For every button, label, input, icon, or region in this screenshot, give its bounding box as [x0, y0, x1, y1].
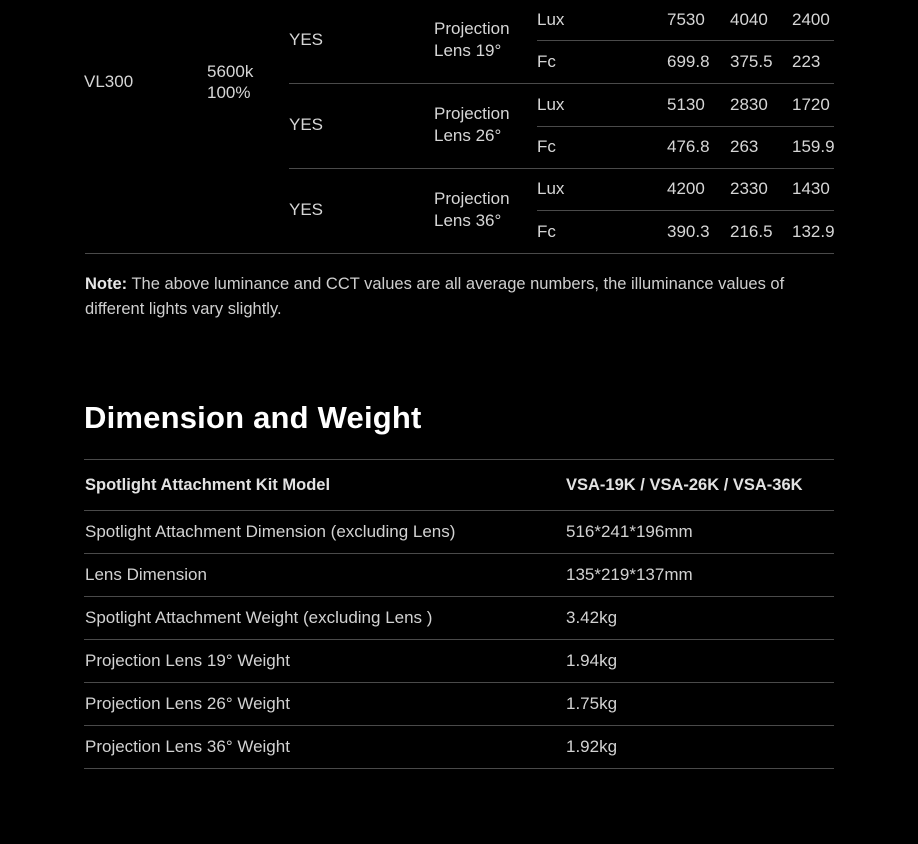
table-row [84, 683, 834, 725]
table-row [84, 640, 834, 682]
value-cell: 263 [730, 137, 759, 156]
group-divider [289, 83, 834, 84]
table-header-row [84, 460, 834, 510]
lens-cell-line2: Lens 19° [434, 41, 502, 60]
row-value: 1.75kg [566, 694, 618, 713]
value-cell: 7530 [667, 10, 705, 29]
cct-cell: 5600k [207, 62, 254, 81]
table-row [84, 726, 834, 768]
row-label: Projection Lens 19° Weight [85, 651, 290, 670]
value-cell: 1720 [792, 95, 830, 114]
row-label: Projection Lens 26° Weight [85, 694, 290, 713]
row-label: Lens Dimension [85, 565, 207, 584]
value-cell: 4040 [730, 10, 768, 29]
row-label: Spotlight Attachment Dimension (excluding Lens) [85, 522, 456, 541]
row-value: 516*241*196mm [566, 522, 693, 541]
lens-cell-line2: Lens 36° [434, 211, 502, 230]
unit-cell: Lux [537, 10, 565, 29]
row-divider [537, 210, 834, 211]
section-title: Dimension and Weight [84, 400, 422, 435]
unit-cell: Fc [537, 137, 556, 156]
row-label: Spotlight Attachment Weight (excluding Lens ) [85, 608, 433, 627]
row-value: 1.92kg [566, 737, 618, 756]
header-value: VSA-19K / VSA-26K / VSA-36K [566, 475, 803, 494]
output-cell: 100% [207, 83, 251, 102]
value-cell: 2400 [792, 10, 830, 29]
row-divider [537, 40, 834, 41]
value-cell: 223 [792, 52, 821, 71]
row-divider [537, 126, 834, 127]
row-value: 1.94kg [566, 651, 618, 670]
note-label: Note: [85, 275, 128, 293]
value-cell: 390.3 [667, 222, 710, 241]
table-row [84, 597, 834, 639]
group-divider [289, 168, 834, 169]
table-bottom-border [85, 253, 834, 254]
value-cell: 2330 [730, 179, 768, 198]
dimension-table [84, 459, 834, 769]
value-cell: 375.5 [730, 52, 773, 71]
header-label: Spotlight Attachment Kit Model [85, 475, 331, 494]
note-text: The above luminance and CCT values are all average numbers, the illuminance values of different lights vary slightly. [85, 275, 785, 318]
unit-cell: Fc [537, 222, 556, 241]
table-bottom-border [84, 768, 834, 769]
row-label: Projection Lens 36° Weight [85, 737, 290, 756]
value-cell: 2830 [730, 95, 768, 114]
value-cell: 476.8 [667, 137, 710, 156]
table-row [84, 554, 834, 596]
attachment-cell: YES [289, 30, 324, 49]
model-cell: VL300 [84, 72, 134, 91]
table-row [84, 511, 834, 553]
unit-cell: Lux [537, 95, 565, 114]
note-paragraph [85, 272, 825, 322]
lens-cell-line1: Projection [434, 19, 510, 38]
photometric-table [0, 0, 918, 254]
attachment-cell: YES [289, 200, 324, 219]
value-cell: 1430 [792, 179, 830, 198]
value-cell: 132.9 [792, 222, 835, 241]
unit-cell: Fc [537, 52, 556, 71]
lens-cell-line1: Projection [434, 189, 510, 208]
unit-cell: Lux [537, 179, 565, 198]
lens-cell-line1: Projection [434, 104, 510, 123]
lens-cell-line2: Lens 26° [434, 126, 502, 145]
value-cell: 5130 [667, 95, 705, 114]
row-value: 3.42kg [566, 608, 618, 627]
value-cell: 4200 [667, 179, 705, 198]
attachment-cell: YES [289, 115, 324, 134]
row-value: 135*219*137mm [566, 565, 693, 584]
value-cell: 216.5 [730, 222, 773, 241]
value-cell: 699.8 [667, 52, 710, 71]
value-cell: 159.9 [792, 137, 835, 156]
